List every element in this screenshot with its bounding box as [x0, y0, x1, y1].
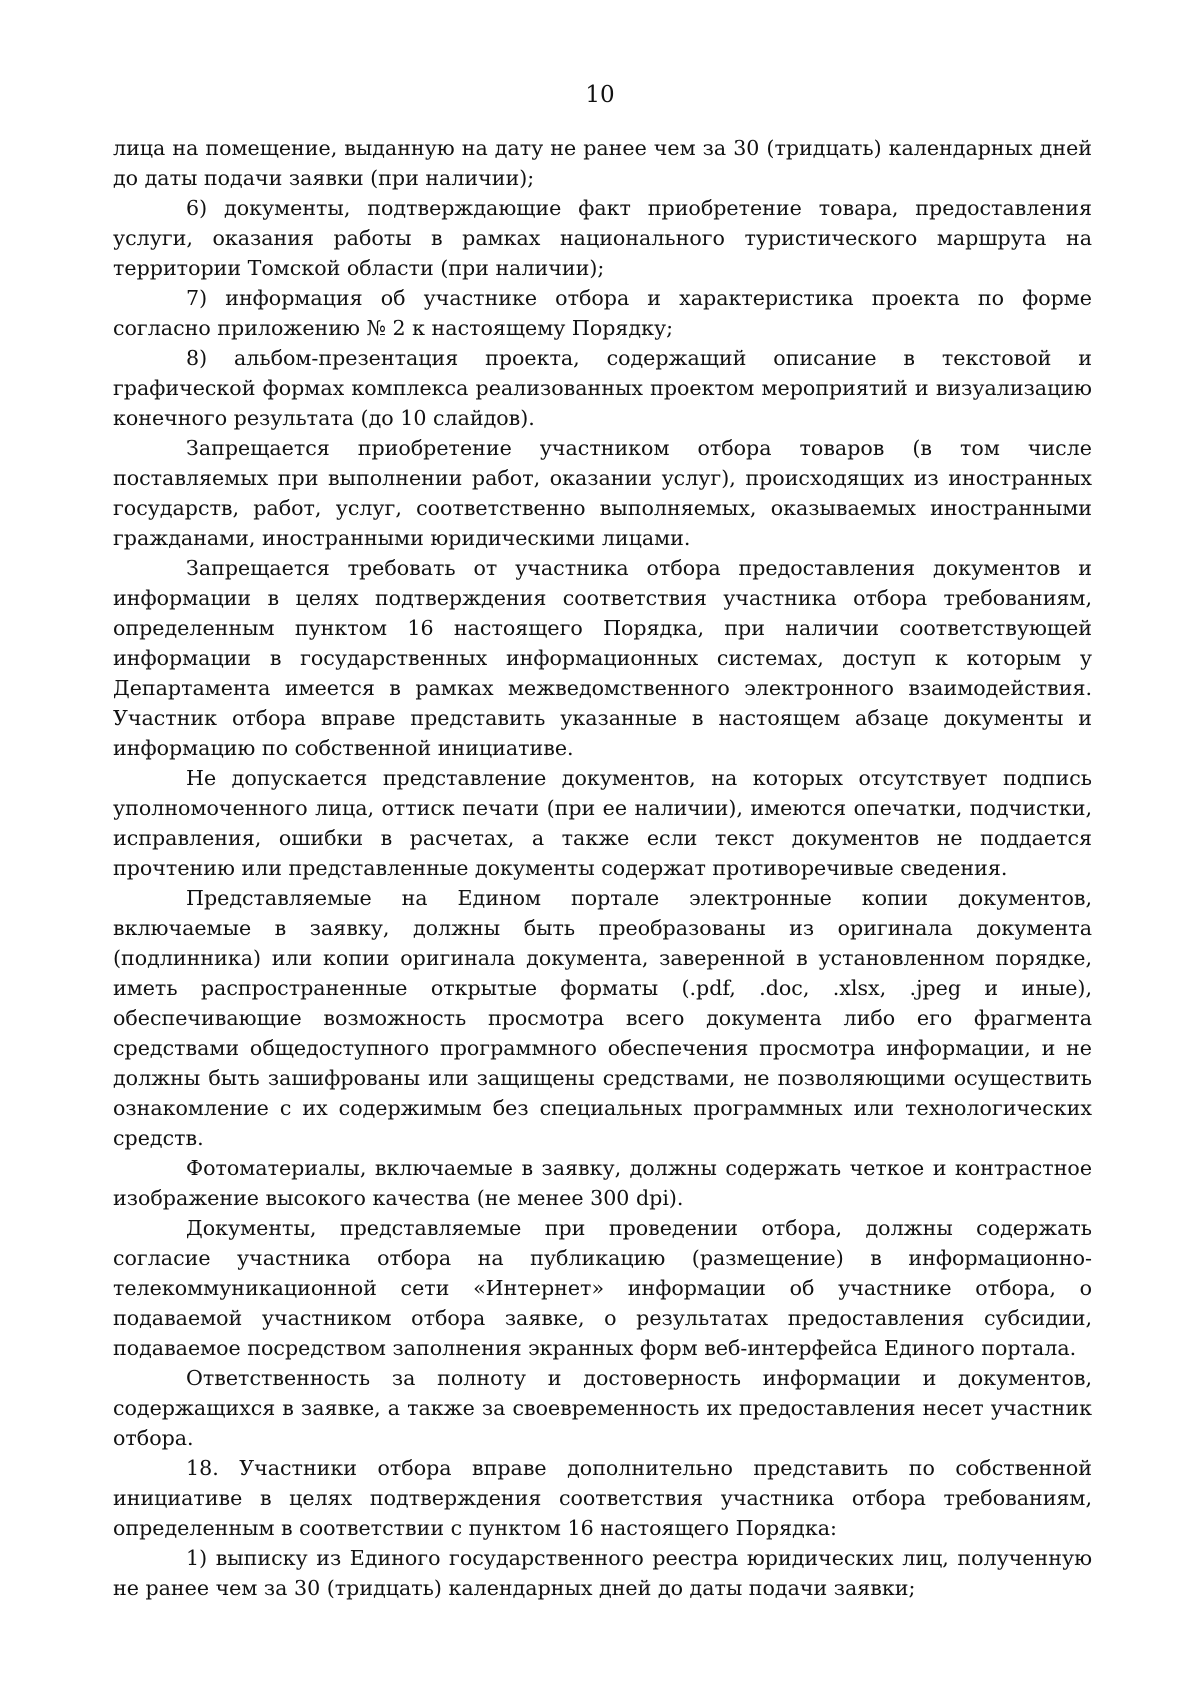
paragraph: 8) альбом-презентация проекта, содержащий описание в текстовой и графической формах комплекса реализованных проектом мероприятий и визуализацию конечного результата (до 10 слайдов). [113, 346, 1092, 430]
page-number: 10 [585, 82, 615, 108]
paragraph: Документы, представляемые при проведении отбора, должны содержать согласие участника отбора на публикацию (размещение) в информационно-телекоммуникационной сети «Интернет» информации об участнике отбора, о подаваемой участником отбора заявке, о результатах предоставления субсидии, подаваемое посредством заполнения экранных форм веб-интерфейса Единого портала. [113, 1216, 1092, 1360]
paragraph: Не допускается представление документов, на которых отсутствует подпись уполномоченного лица, оттиск печати (при ее наличии), имеются опечатки, подчистки, исправления, ошибки в расчетах, а также если текст документов не поддается прочтению или представленные документы содержат противоречивые сведения. [113, 766, 1092, 880]
paragraph: 1) выписку из Единого государственного реестра юридических лиц, полученную не ранее чем за 30 (тридцать) календарных дней до даты подачи заявки; [113, 1546, 1092, 1600]
paragraph: Представляемые на Едином портале электронные копии документов, включаемые в заявку, должны быть преобразованы из оригинала документа (подлинника) или копии оригинала документа, заверенной в установленном порядке, иметь распространенные открытые форматы (.pdf, .doc, .xlsx, .jpeg и иные), обеспечивающие возможность просмотра всего документа либо его фрагмента средствами общедоступного программного обеспечения просмотра информации, и не должны быть зашифрованы или защищены средствами, не позволяющими осуществить ознакомление с их содержимым без специальных программных или технологических средств. [113, 886, 1092, 1150]
document-body [113, 133, 1092, 1603]
paragraph: Запрещается приобретение участником отбора товаров (в том числе поставляемых при выполнении работ, оказании услуг), происходящих из иностранных государств, работ, услуг, соответственно выполняемых, оказываемых иностранными гражданами, иностранными юридическими лицами. [113, 436, 1092, 550]
paragraph: Запрещается требовать от участника отбора предоставления документов и информации в целях подтверждения соответствия участника отбора требованиям, определенным пунктом 16 настоящего Порядка, при наличии соответствующей информации в государственных информационных системах, доступ к которым у Департамента имеется в рамках межведомственного электронного взаимодействия. Участник отбора вправе представить указанные в настоящем абзаце документы и информацию по собственной инициативе. [113, 556, 1092, 760]
paragraph: Ответственность за полноту и достоверность информации и документов, содержащихся в заявке, а также за своевременность их предоставления несет участник отбора. [113, 1366, 1092, 1450]
paragraph: Фотоматериалы, включаемые в заявку, должны содержать четкое и контрастное изображение высокого качества (не менее 300 dpi). [113, 1156, 1092, 1210]
paragraph: лица на помещение, выданную на дату не ранее чем за 30 (тридцать) календарных дней до даты подачи заявки (при наличии); [113, 136, 1092, 190]
paragraph: 7) информация об участнике отбора и характеристика проекта по форме согласно приложению № 2 к настоящему Порядку; [113, 286, 1092, 340]
paragraph: 6) документы, подтверждающие факт приобретение товара, предоставления услуги, оказания работы в рамках национального туристического маршрута на территории Томской области (при наличии); [113, 196, 1092, 280]
paragraph: 18. Участники отбора вправе дополнительно представить по собственной инициативе в целях подтверждения соответствия участника отбора требованиям, определенным в соответствии с пунктом 16 настоящего Порядка: [113, 1456, 1092, 1540]
